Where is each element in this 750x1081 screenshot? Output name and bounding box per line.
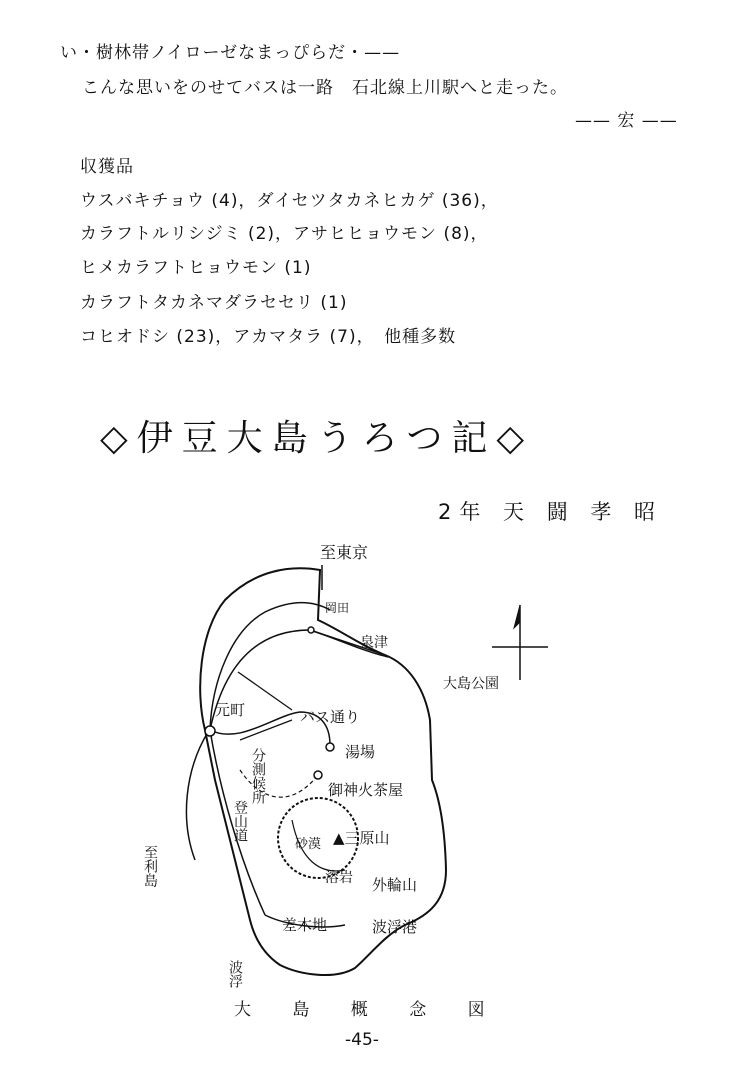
page-number: -45- <box>345 1030 379 1050</box>
poem-signature: —— 宏 —— <box>575 111 678 131</box>
label-to-tokyo: 至東京 <box>320 543 369 562</box>
catch-row-5: コヒオドシ (23)，アカマタラ (7)， 他種多数 <box>80 327 457 347</box>
label-chaya: 御神火茶屋 <box>328 781 404 799</box>
label-bus-route: バス通り <box>300 708 361 726</box>
chaya-point <box>314 771 322 779</box>
road-west <box>186 732 208 860</box>
label-mihara: ▲三原山 <box>333 829 390 847</box>
motomachi-point <box>205 726 215 736</box>
label-sabaku: 砂漠 <box>295 837 322 852</box>
poem-line-1: い・樹林帯ノイローゼなまっぴらだ・—— <box>60 43 401 63</box>
catch-row-4: カラフトタカネマダラセセリ (1) <box>80 293 348 313</box>
label-yuba: 湯場 <box>345 743 376 761</box>
label-habuminato: 波浮港 <box>372 918 418 936</box>
label-tozando: 登山道 <box>232 800 248 842</box>
label-senzu: 泉津 <box>360 635 388 651</box>
catch-row-2: カラフトルリシジミ (2)，アサヒヒョウモン (8)， <box>80 224 489 244</box>
article-author: 2年 天 闘 孝 昭 <box>438 500 664 524</box>
label-sashikiji: 差木地 <box>282 916 328 934</box>
label-to-toshima: 至利島 <box>142 845 158 887</box>
bus-arrow-1 <box>238 672 292 710</box>
label-yogan: 溶岩 <box>325 870 353 886</box>
catch-heading: 収獲品 <box>80 157 134 177</box>
bus-arrow-2 <box>240 720 292 740</box>
article-title: ◇伊豆大島うろつ記◇ <box>100 418 534 459</box>
poem-line-2: こんな思いをのせてバスは一路 石北線上川駅へと走った。 <box>82 78 568 98</box>
label-gairinzan: 外輪山 <box>372 876 418 894</box>
label-oshima-park: 大島公園 <box>443 676 499 692</box>
map-title: 大 島 概 念 図 <box>234 1000 503 1020</box>
compass-arrow <box>514 605 520 628</box>
catch-row-1: ウスバキチョウ (4)，ダイセツタカネヒカゲ (36)， <box>80 191 499 211</box>
yuba-point <box>326 743 334 751</box>
label-okada: 岡田 <box>325 601 350 615</box>
label-kakaku: 分測候所 <box>250 748 266 804</box>
okada-point <box>308 627 314 633</box>
label-motomachi: 元町 <box>215 701 246 719</box>
catch-row-3: ヒメカラフトヒョウモン (1) <box>80 258 312 278</box>
label-habu: 波浮 <box>227 960 243 988</box>
island-outline <box>200 568 446 975</box>
